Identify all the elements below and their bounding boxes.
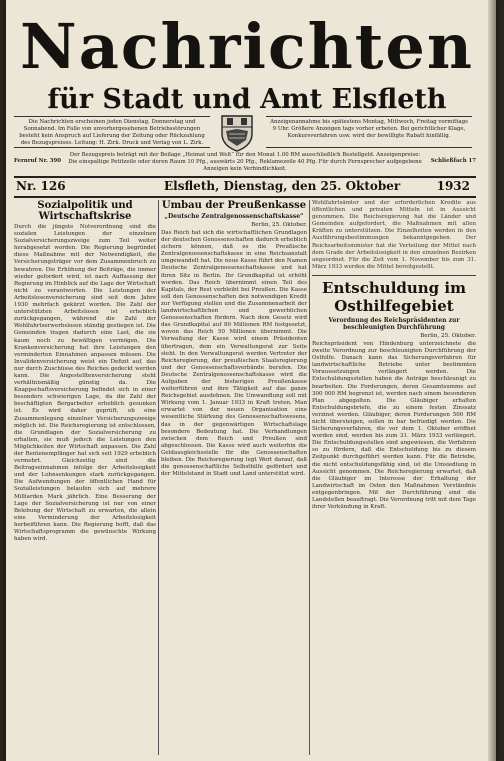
page-gutter xyxy=(488,0,496,761)
newspaper-page xyxy=(6,0,496,761)
article-column-1 xyxy=(14,200,156,761)
article-continuation: Wohlfahrtsämter und der erforderlichen Kredite aus öffentlichen und privaten Mitteln ist in Aussicht genommen. Die Reichsregierung hat die Länder und Gemeinden aufgefordert, die Maßnahmen mit allen Kräften zu unterstützen. Die Einzelheiten werden in den Ausführungsbestimmungen bekanntgegeben. Der Reichsarbeitsminister hat die Verteilung der Mittel nach dem Grade der Arbeitslosigkeit in den einzelnen Bezirken angeordnet. Für die Zeit vom 1. November bis zum 31. März 1933 werden die Mittel bereitgestellt. xyxy=(312,200,476,270)
advertising-info-box: Anzeigenannahme bis spätestens Montag, Mittwoch, Freitag vormittags 9 Uhr. Größere Anzeigen tags vorher erbeten. Bei gerichtlicher Klage, Konkursverfahren usw. wird der bewilligte Rabatt hinfällig. xyxy=(266,116,472,148)
column-divider xyxy=(158,200,159,755)
article-column-3 xyxy=(312,200,476,761)
column-divider xyxy=(309,200,310,755)
article-byline: Berlin, 25. Oktober. xyxy=(251,222,307,228)
article-subhead: Verordnung des Reichspräsidenten zur beschleunigten Durchführung xyxy=(328,316,460,331)
phone-number: Fernruf Nr. 390 xyxy=(14,158,61,164)
article-subhead: „Deutsche Zentralgenossenschaftskasse“ xyxy=(164,213,304,220)
po-box: Schließfach 17 xyxy=(430,158,476,164)
issue-date: Elsfleth, Dienstag, den 25. Oktober xyxy=(164,179,401,193)
masthead-title: Nachrichten xyxy=(20,10,474,83)
subscription-info xyxy=(14,152,476,174)
issue-number: Nr. 126 xyxy=(16,179,66,193)
publication-info-box: Die Nachrichten erscheinen jeden Dienstag, Donnerstag und Sonnabend. Im Falle von unvorhergesehenen Betriebsstörungen besteht kein Anspruch auf Lieferung der Zeitung oder Rückzahlung des Bezugspreises. Leitung: H. Zirk. Druck und Verlag von L. Zirk. xyxy=(14,116,210,148)
article-body: Reichspräsident von Hindenburg unterzeichnete die zweite Verordnung zur beschleunigten Durchführung der Osthilfe. Danach kann das Sicherungsverfahren für landwirtschaftliche Betriebe unter bestimmten Voraussetzungen verlängert werden. Die Entschuldungsstellen haben die Anträge beschleunigt zu bearbeiten. Die Forderungen, deren Gesamtsumme auf 300 000 RM begrenzt ist, werden nach einem besonderen Plan abgegolten. Die Gläubiger erhalten Entschuldungsbriefe, die zu einem festen Zinssatz verzinst werden. Gläubiger, deren Forderungen 500 RM nicht übersteigen, sollen in bar befriedigt werden. Die Sicherungsverfahren, die vor dem 1. Oktober eröffnet worden sind, werden bis zum 31. März 1933 verlängert. Die Entschuldungsstellen sind angewiesen, die Verfahren so zu fördern, daß die Entschuldung bis zu diesem Zeitpunkt durchgeführt werden kann. Für die Betriebe, die nicht entschuldungsfähig sind, ist die Umsiedlung in Aussicht genommen. Die Reichsregierung erwartet, daß die Gläubiger im Interesse der Erhaltung der Landwirtschaft im Osten den Maßnahmen Verständnis entgegenbringen. Mit der Durchführung sind die Landstellen beauftragt. Die Verordnung tritt mit dem Tage ihrer Verkündung in Kraft. xyxy=(312,340,476,511)
dateline-bar xyxy=(14,176,476,198)
masthead-subtitle: für Stadt und Amt Elsfleth xyxy=(47,84,447,115)
article-headline: Sozialpolitik und Wirtschaftskrise xyxy=(37,200,133,222)
article-headline: Entschuldung im Osthilfegebiet xyxy=(312,275,476,315)
coat-of-arms-icon xyxy=(219,114,255,152)
article-body: Das Reich hat sich die wirtschaftlichen Grundlagen der deutschen Genossenschaften dadurch erheblich sichern können, daß es die Preußische Zentralgenossenschaftskasse in eine Reichsanstalt umgewandelt hat. Die neue Kasse führt den Namen Deutsche Zentralgenossenschaftskasse und hat ihren Sitz in Berlin. Ihr Grundkapital ist erhöht worden. Das Reich übernimmt einen Teil des Kapitals, der Rest verbleibt bei Preußen. Die Kasse soll den Genossenschaften den notwendigen Kredit zur Verfügung stellen und die Zusammenarbeit der landwirtschaftlichen und gewerblichen Genossenschaften fördern. Nach dem Gesetz wird das Grundkapital auf 80 Millionen RM festgesetzt, wovon das Reich 50 Millionen übernimmt. Die Verwaltung der Kasse wird einem Präsidenten übertragen, dem ein Verwaltungsrat zur Seite steht. In den Verwaltungsrat werden Vertreter der Reichsregierung, der preußischen Staatsregierung und der Genossenschaftsverbände berufen. Die Deutsche Zentralgenossenschaftskasse wird die Aufgaben der bisherigen Preußenkasse weiterführen und ihre Tätigkeit auf das ganze Reichsgebiet ausdehnen. Die Umwandlung soll mit Wirkung vom 1. Januar 1933 in Kraft treten. Man erwartet von der neuen Organisation eine wesentliche Stärkung des Genossenschaftswesens, das in der gegenwärtigen Wirtschaftslage besondere Bedeutung hat. Die Verhandlungen zwischen dem Reich und Preußen sind abgeschlossen. Die Kasse wird auch weiterhin die Geldausgleichsstelle für die Genossenschaften bleiben. Die Reichsregierung legt Wert darauf, daß die genossenschaftliche Selbsthilfe gefördert und der Mittelstand in Stadt und Land unterstützt wird. xyxy=(161,230,307,478)
pricing-text: Der Bezugspreis beträgt mit der Beilage „Heimat und Welt“ für den Monat 1.00 RM ausschließlich Bestellgeld. Anzeigenpreise: Die einspaltige Petitzeile oder deren Raum 10 Pfg., auswärts 20 Pfg., Reklamezeile 40 Pfg. Für durch Fernsprecher aufgegebene Anzeigen kein Verbindlichkeit. xyxy=(68,152,422,173)
article-byline: Berlin, 25. Oktober. xyxy=(420,332,476,339)
article-body: Durch die jüngste Notverordnung sind die sozialen Leistungen der einzelnen Sozialversicherungszweige zum Teil weiter herabgesetzt worden. Die Regierung begründet diese Maßnahme mit der Notwendigkeit, die Versicherungsträger vor dem Zusammenbruch zu bewahren. Die Erhöhung der Beiträge, die immer wieder gefordert wird, ist nach Auffassung der Regierung im Hinblick auf die Lage der Wirtschaft nicht zu verantworten. Die Leistungen der Arbeitslosenversicherung sind seit dem Jahre 1930 mehrfach gekürzt worden. Die Zahl der unterstützten Arbeitslosen ist erheblich zurückgegangen, während die Zahl der Wohlfahrtserwerbslosen ständig gestiegen ist. Die Gemeinden tragen dadurch eine Last, die sie kaum noch zu bewältigen vermögen. Die Krankenversicherung hat ihre Leistungen den verminderten Einnahmen anpassen müssen. Die Invalidenversicherung weist ein Defizit auf, das nur durch Zuschüsse des Reiches gedeckt werden kann. Die Angestelltenversicherung steht verhältnismäßig günstig da. Die Knappschaftsversicherung befindet sich in einer besonders schwierigen Lage, da die Zahl der beschäftigten Bergarbeiter erheblich gesunken ist. Es wird daher geprüft, ob eine Zusammenlegung einzelner Versicherungszweige möglich ist. Die Reichsregierung ist entschlossen, die Grundlagen der Sozialversicherung zu erhalten, sie muß jedoch die Leistungen den Möglichkeiten der Wirtschaft anpassen. Die Zahl der Rentenempfänger hat sich seit 1929 erheblich vermehrt. Gleichzeitig sind die Beitragseinnahmen infolge der Arbeitslosigkeit und der Lohnsenkungen stark zurückgegangen. Die Aufwendungen der öffentlichen Hand für Sozialleistungen belaufen sich auf mehrere Milliarden Mark jährlich. Eine Besserung der Lage der Sozialversicherung ist nur von einer Belebung der Wirtschaft zu erwarten, die allein eine Verminderung der Arbeitslosigkeit herbeiführen kann. Die Regierung hofft, daß das Wirtschaftsprogramm die gewünschte Wirkung haben wird. xyxy=(14,224,156,543)
issue-year: 1932 xyxy=(436,179,470,193)
article-headline: Umbau der Preußenkasse xyxy=(161,200,307,211)
article-column-2 xyxy=(161,200,307,761)
